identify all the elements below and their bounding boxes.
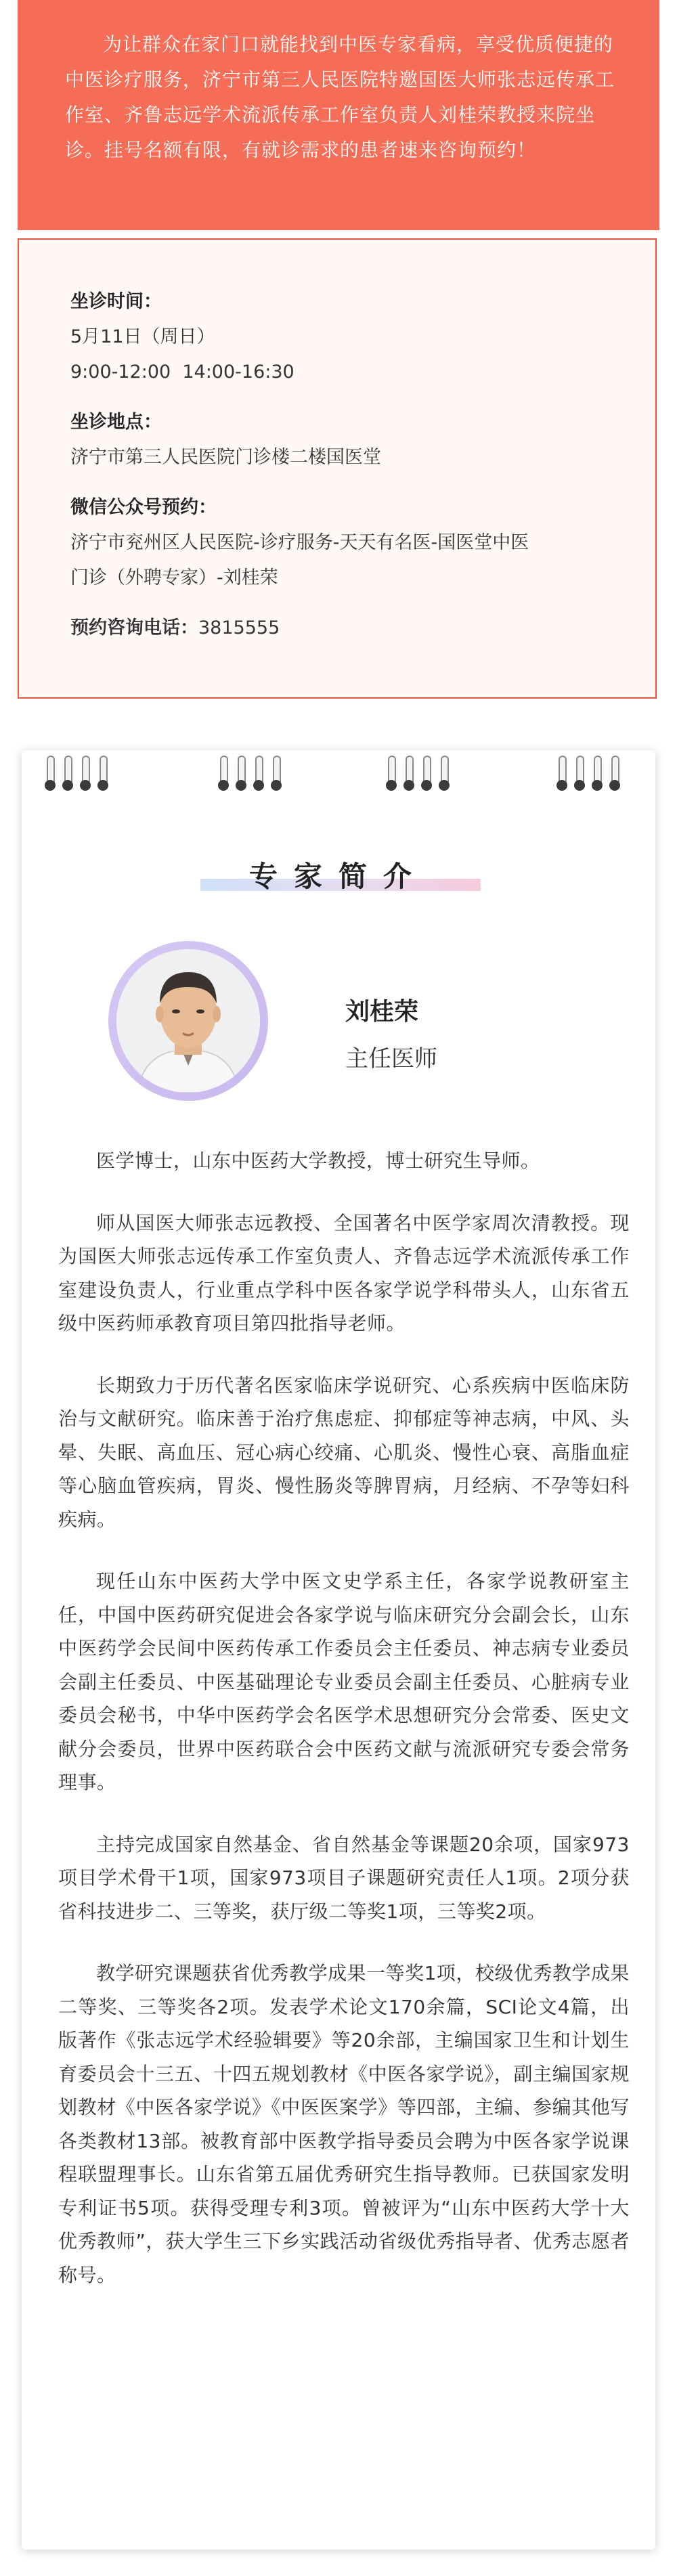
bio-paragraph: 长期致力于历代著名医家临床学说研究、心系疾病中医临床防治与文献研究。临床善于治疗焦虑症、抑郁症等神志病，中风、头晕、失眠、高血压、冠心病心绞痛、心肌炎、慢性心衰、高脂血症等心脑血管疾病，胃炎、慢性肠炎等脾胃病，月经病、不孕等妇科疾病。 — [58, 1374, 630, 1531]
schedule-box — [18, 238, 657, 699]
doctor-portrait-icon — [116, 949, 260, 1093]
wechat-path-line2: 门诊（外聘专家）-刘桂荣 — [70, 567, 278, 588]
intro-text: 为让群众在家门口就能找到中医专家看病，享受优质便捷的中医诊疗服务，济宁市第三人民医院特邀国医大师张志远传承工作室、齐鲁志远学术流派传承工作室负责人刘桂荣教授来院坐诊。挂号名额有限，有就诊需求的患者速来咨询预约！ — [65, 33, 615, 161]
section-title: 专家简介 — [248, 860, 428, 893]
expert-title: 主任医师 — [345, 1045, 437, 1072]
place-text: 济宁市第三人民医院门诊楼二楼国医堂 — [70, 447, 381, 468]
phone-number[interactable]: 3815555 — [198, 617, 280, 638]
time-label: 坐诊时间： — [70, 291, 162, 312]
bio-paragraph: 医学博士，山东中医药大学教授，博士研究生导师。 — [96, 1150, 540, 1172]
bio-paragraph: 教学研究课题获省优秀教学成果一等奖1项，校级优秀教学成果二等奖、三等奖各2项。发表学术论文170余篇，SCI论文4篇，出版著作《张志远学术经验辑要》等20余部，主编国家卫生和计划生育委员会十三五、十四五规划教材《中医各家学说》，副主编国家规划教材《中医各家学说》《中医医案学》等四部，主编、参编其他写各类教材13部。被教育部中医教学指导委员会聘为中医各家学说课程联盟理事长。山东省第五届优秀研究生指导教师。已获国家发明专利证书5项。获得受理专利3项。曾被评为“山东中医药大学十大优秀教师”，获大学生三下乡实践活动省级优秀指导者、优秀志愿者称号。 — [58, 1962, 630, 2286]
bio-paragraph: 主持完成国家自然基金、省自然基金等课题20余项，国家973项目学术骨干1项，国家973项目子课题研究责任人1项。2项分获省科技进步二、三等奖，获厅级二等奖1项，三等奖2项。 — [58, 1833, 630, 1923]
wechat-path-line1: 济宁市兖州区人民医院-诊疗服务-天天有名医-国医堂中医 — [70, 532, 529, 553]
wechat-label: 微信公众号预约： — [70, 497, 217, 518]
bio-paragraph: 现任山东中医药大学中医文史学系主任，各家学说教研室主任，中国中医药研究促进会各家学说与临床研究分会副会长，山东中医药学会民间中医药传承工作委员会主任委员、神志病专业委员会副主任委员、中医基础理论专业委员会副主任委员、心脏病专业委员会秘书，中华中医药学会名医学术思想研究分会常委、医史文献分会委员，世界中医药联合会中医药文献与流派研究专委会常务理事。 — [58, 1570, 630, 1793]
place-label: 坐诊地点： — [70, 412, 162, 433]
binder-rings — [0, 756, 677, 796]
expert-name: 刘桂荣 — [345, 998, 419, 1026]
bio-paragraph: 师从国医大师张志远教授、全国著名中医学家周次清教授。现为国医大师张志远传承工作室负责人、齐鲁志远学术流派传承工作室建设负责人，行业重点学科中医各家学说学科带头人，山东省五级中医药师承教育项目第四批指导老师。 — [58, 1211, 630, 1334]
date-text: 5月11日（周日） — [70, 326, 215, 347]
intro-banner — [18, 0, 659, 230]
bio-section — [58, 1144, 630, 2320]
hours-text: 9:00-12:00 14:00-16:30 — [70, 362, 294, 383]
avatar — [116, 949, 260, 1093]
phone-row — [70, 611, 615, 646]
phone-label: 预约咨询电话： — [70, 617, 198, 638]
